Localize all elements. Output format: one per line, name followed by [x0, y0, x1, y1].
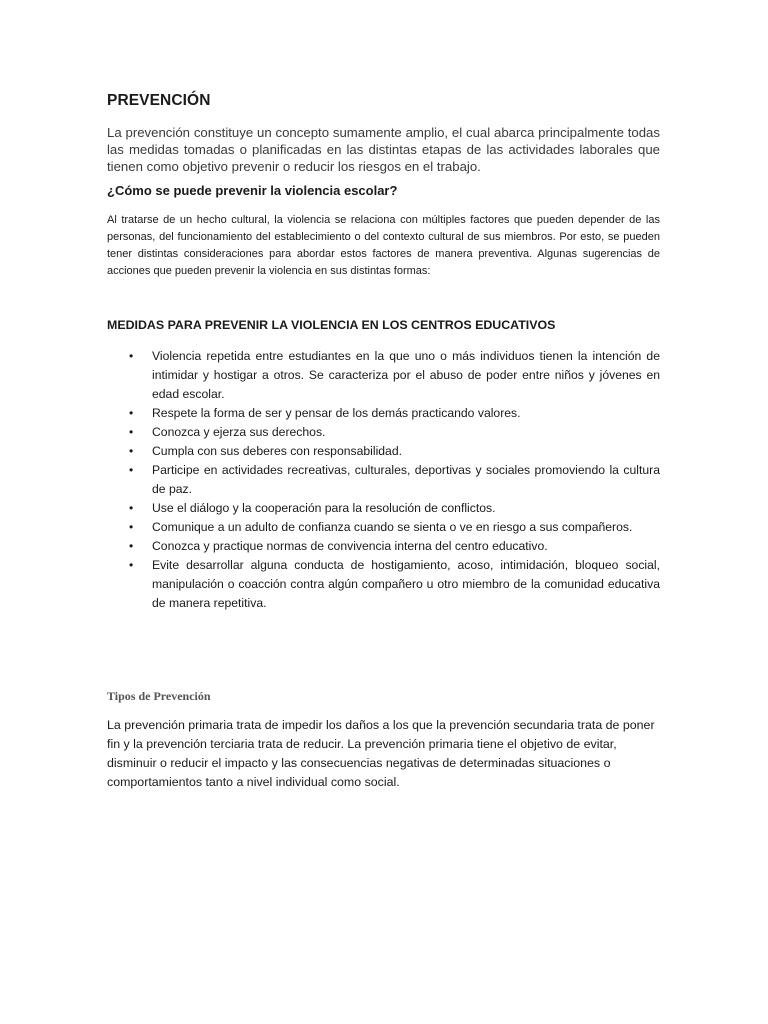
document-title: PREVENCIÓN: [107, 92, 211, 109]
list-item: [107, 518, 660, 537]
list-item: [107, 499, 660, 518]
intro-paragraph: La prevención constituye un concepto sumamente amplio, el cual abarca principalmente todas las medidas tomadas o planificadas en las distintas etapas de las actividades laborales que tienen como objetivo prevenir o reducir los riesgos en el trabajo.: [107, 125, 660, 174]
bullet-icon: •: [129, 520, 134, 534]
bullet-icon: •: [129, 539, 134, 553]
list-item-text: Participe en actividades recreativas, culturales, deportivas y sociales promoviendo la cultura de paz.: [152, 463, 660, 496]
list-item-text: Violencia repetida entre estudiantes en la que uno o más individuos tienen la intención de intimidar y hostigar a otros. Se caracteriza por el abuso de poder entre niños y jóvenes en edad escolar.: [152, 349, 660, 401]
list-item: [107, 404, 660, 423]
list-item-text: Use el diálogo y la cooperación para la resolución de conflictos.: [152, 501, 496, 515]
list-item-text: Comunique a un adulto de confianza cuando se sienta o ve en riesgo a sus compañeros.: [152, 520, 633, 534]
list-item: [107, 442, 660, 461]
bullet-icon: •: [129, 463, 134, 477]
list-item-text: Conozca y ejerza sus derechos.: [152, 425, 326, 439]
types-paragraph: La prevención primaria trata de impedir los daños a los que la prevención secundaria trata de poner fin y la prevención terciaria trata de reducir. La prevención primaria tiene el objetivo de evitar, disminuir o reducir el impacto y las consecuencias negativas de determinadas situaciones o comportamientos tanto a nivel individual como social.: [107, 718, 655, 789]
list-item-text: Respete la forma de ser y pensar de los demás practicando valores.: [152, 406, 521, 420]
bullet-icon: •: [129, 425, 134, 439]
bullet-icon: •: [129, 349, 134, 363]
bullet-icon: •: [129, 501, 134, 515]
violence-paragraph: Al tratarse de un hecho cultural, la violencia se relaciona con múltiples factores que pueden depender de las personas, del funcionamiento del establecimiento o del contexto cultural de sus miembros. Por esto, se pueden tener distintas consideraciones para abordar estos factores de manera preventiva. Algunas sugerencias de acciones que pueden prevenir la violencia en sus distintas formas:: [107, 214, 660, 277]
list-item-text: Conozca y practique normas de convivencia interna del centro educativo.: [152, 539, 548, 553]
measures-heading: MEDIDAS PARA PREVENIR LA VIOLENCIA EN LOS CENTROS EDUCATIVOS: [107, 318, 556, 332]
list-item: [107, 347, 660, 404]
bullet-icon: •: [129, 444, 134, 458]
measures-list: [107, 347, 660, 613]
list-item: [107, 461, 660, 499]
types-heading: Tipos de Prevención: [107, 689, 211, 703]
list-item: [107, 537, 660, 556]
list-item-text: Evite desarrollar alguna conducta de hostigamiento, acoso, intimidación, bloqueo social, manipulación o coacción contra algún compañero u otro miembro de la comunidad educativa de manera repetitiva.: [152, 558, 660, 610]
list-item-text: Cumpla con sus deberes con responsabilidad.: [152, 444, 402, 458]
bullet-icon: •: [129, 406, 134, 420]
list-item: [107, 423, 660, 442]
bullet-icon: •: [129, 558, 134, 572]
list-item: [107, 556, 660, 613]
question-heading: ¿Cómo se puede prevenir la violencia escolar?: [107, 183, 398, 198]
